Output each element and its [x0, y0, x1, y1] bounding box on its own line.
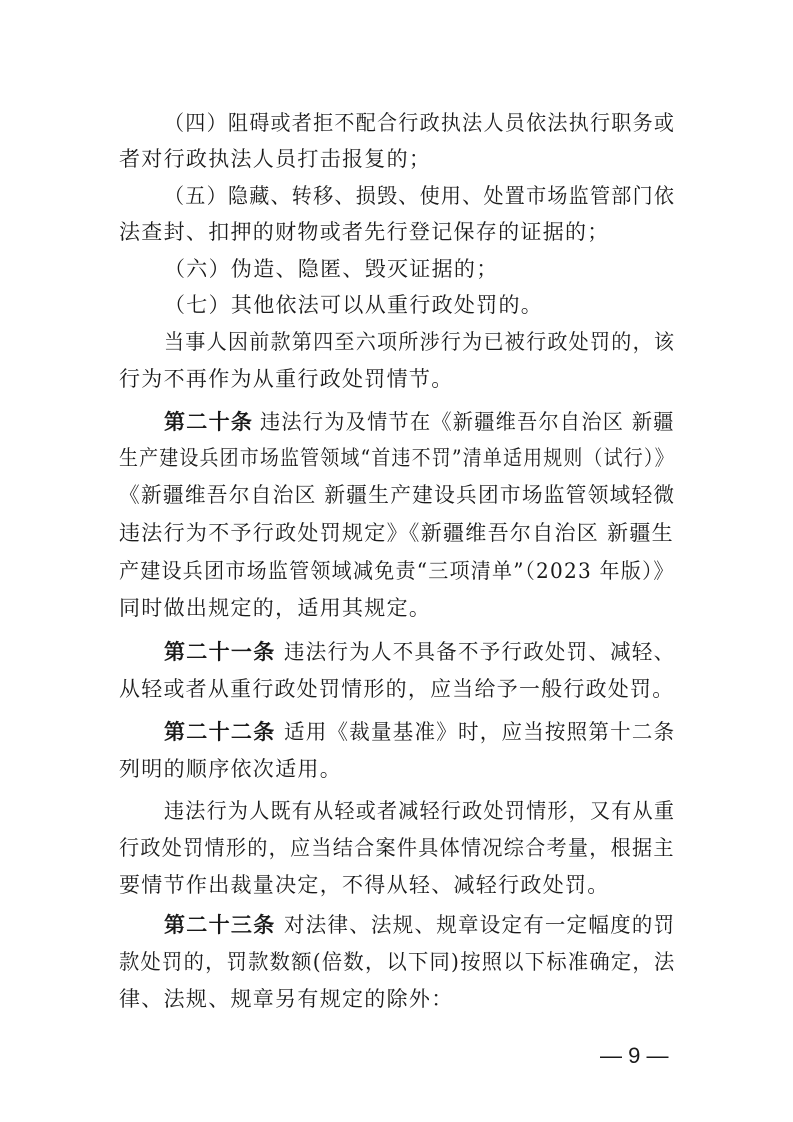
text-line [0, 793, 793, 829]
page-number: — 9 — [600, 1043, 669, 1068]
text-line [0, 590, 793, 626]
paragraph-text: （五）隐藏、转移、损毁、使用、处置市场监管部门依 [164, 184, 676, 208]
paragraph-text: 列明的顺序依次适用。 [119, 757, 342, 781]
text-line [0, 751, 793, 787]
text-line [0, 867, 793, 903]
article-heading-21: 第二十一条 [164, 640, 276, 664]
text-line [0, 671, 793, 707]
article-heading-23: 第二十三条 [164, 913, 276, 937]
text-line [0, 714, 793, 750]
paragraph-text: （四）阻碍或者拒不配合行政执法人员依法执行职务或 [164, 111, 676, 135]
text-line [0, 178, 793, 214]
paragraph-text: 法查封、扣押的财物或者先行登记保存的证据的； [119, 220, 610, 244]
text-line [0, 361, 793, 397]
article-heading-22: 第二十二条 [164, 720, 276, 744]
paragraph-text: 违法行为不予行政处罚规定》《新疆维吾尔自治区 新疆生 [119, 521, 674, 545]
paragraph-text: 当事人因前款第四至六项所涉行为已被行政处罚的，该 [164, 330, 676, 354]
paragraph-text: 违法行为人不具备不予行政处罚、减轻、 [284, 640, 676, 664]
paragraph-text: 款处罚的，罚款数额(倍数，以下同)按照以下标准确定，法 [119, 950, 676, 974]
text-line [0, 251, 793, 287]
paragraph-text: 生产建设兵团市场监管领域“首违不罚”清单适用规则（试行）》 [119, 446, 675, 470]
paragraph-text: 适用《裁量基准》时，应当按照第十二条 [284, 720, 676, 744]
text-line [0, 477, 793, 513]
text-line [0, 404, 793, 440]
text-line [0, 634, 793, 670]
paragraph-text: 行政处罚情形的，应当结合案件具体情况综合考量，根据主 [119, 836, 675, 860]
text-line [0, 944, 793, 980]
text-line [0, 553, 793, 589]
text-line [0, 515, 793, 551]
paragraph-text: 者对行政执法人员打击报复的； [119, 147, 432, 171]
paragraph-text: 律、法规、规章另有规定的除外： [119, 987, 454, 1011]
paragraph-text: 违法行为人既有从轻或者减轻行政处罚情形，又有从重 [164, 799, 676, 823]
article-heading-20: 第二十条 [164, 410, 254, 434]
paragraph-text: （六）伪造、隐匿、毁灭证据的； [164, 257, 499, 281]
text-line [0, 440, 793, 476]
paragraph-text: 违法行为及情节在《新疆维吾尔自治区 新疆 [260, 410, 675, 434]
text-line [0, 981, 793, 1017]
paragraph-text: 从轻或者从重行政处罚情形的，应当给予一般行政处罚。 [119, 677, 675, 701]
text-line [0, 214, 793, 250]
paragraph-text: 同时做出规定的，适用其规定。 [119, 596, 432, 620]
text-line [0, 141, 793, 177]
paragraph-text: 行为不再作为从重行政处罚情节。 [119, 367, 454, 391]
text-line [0, 287, 793, 323]
text-line [0, 105, 793, 141]
paragraph-text: 产建设兵团市场监管领域减免责“三项清单”（2023 年版）》 [119, 559, 675, 583]
paragraph-text: 要情节作出裁量决定，不得从轻、减轻行政处罚。 [119, 873, 610, 897]
text-line [0, 324, 793, 360]
text-line [0, 830, 793, 866]
text-line [0, 907, 793, 943]
paragraph-text: （七）其他依法可以从重行政处罚的。 [164, 293, 544, 317]
paragraph-text: 《新疆维吾尔自治区 新疆生产建设兵团市场监管领域轻微 [119, 483, 676, 507]
paragraph-text: 对法律、法规、规章设定有一定幅度的罚 [284, 913, 676, 937]
